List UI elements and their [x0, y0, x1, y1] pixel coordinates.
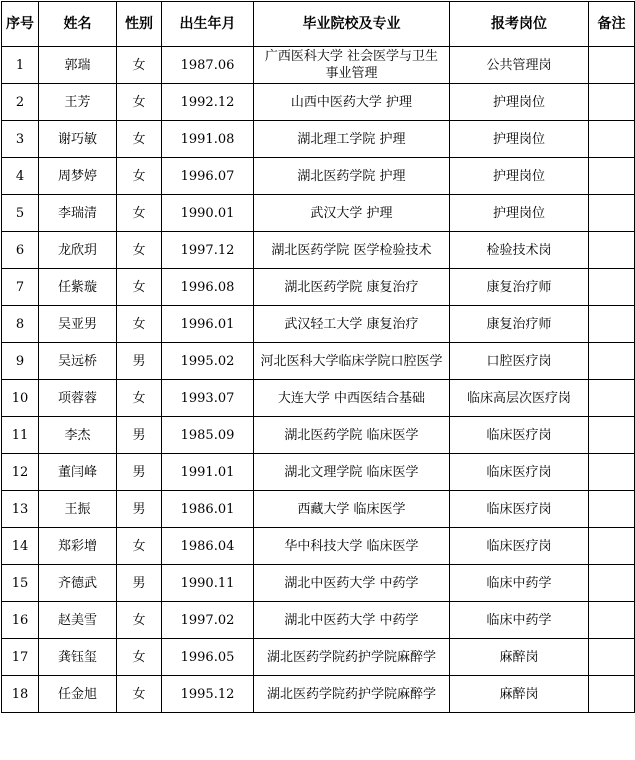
cell-birth: 1992.12	[162, 84, 254, 121]
cell-birth: 1990.11	[162, 565, 254, 602]
cell-gender: 女	[117, 602, 162, 639]
header-school: 毕业院校及专业	[254, 2, 450, 47]
cell-gender: 男	[117, 491, 162, 528]
cell-gender: 女	[117, 195, 162, 232]
header-row	[2, 2, 635, 47]
cell-gender: 女	[117, 306, 162, 343]
cell-position: 护理岗位	[450, 158, 589, 195]
cell-remark	[589, 195, 635, 232]
cell-name: 任紫璇	[39, 269, 117, 306]
cell-remark	[589, 639, 635, 676]
cell-seq: 13	[2, 491, 39, 528]
cell-position: 临床高层次医疗岗	[450, 380, 589, 417]
header-remark: 备注	[589, 2, 635, 47]
cell-position: 康复治疗师	[450, 306, 589, 343]
cell-seq: 9	[2, 343, 39, 380]
cell-remark	[589, 565, 635, 602]
cell-remark	[589, 454, 635, 491]
cell-birth: 1995.02	[162, 343, 254, 380]
cell-birth: 1985.09	[162, 417, 254, 454]
cell-seq: 12	[2, 454, 39, 491]
cell-birth: 1997.12	[162, 232, 254, 269]
cell-position: 临床医疗岗	[450, 454, 589, 491]
cell-position: 护理岗位	[450, 121, 589, 158]
cell-seq: 7	[2, 269, 39, 306]
table-row	[2, 269, 635, 306]
header-seq: 序号	[2, 2, 39, 47]
cell-gender: 女	[117, 232, 162, 269]
cell-school: 广西医科大学 社会医学与卫生事业管理	[254, 47, 450, 84]
header-name: 姓名	[39, 2, 117, 47]
cell-name: 郭瑞	[39, 47, 117, 84]
cell-name: 王振	[39, 491, 117, 528]
cell-name: 李瑞清	[39, 195, 117, 232]
cell-school: 湖北中医药大学 中药学	[254, 565, 450, 602]
cell-seq: 11	[2, 417, 39, 454]
table-row	[2, 380, 635, 417]
table-row	[2, 47, 635, 84]
table-row	[2, 158, 635, 195]
cell-name: 董闫峰	[39, 454, 117, 491]
cell-birth: 1987.06	[162, 47, 254, 84]
cell-birth: 1996.01	[162, 306, 254, 343]
cell-seq: 10	[2, 380, 39, 417]
cell-birth: 1991.08	[162, 121, 254, 158]
cell-school: 大连大学 中西医结合基础	[254, 380, 450, 417]
cell-birth: 1996.08	[162, 269, 254, 306]
cell-position: 护理岗位	[450, 195, 589, 232]
cell-name: 齐德武	[39, 565, 117, 602]
table-row	[2, 121, 635, 158]
cell-seq: 15	[2, 565, 39, 602]
cell-position: 口腔医疗岗	[450, 343, 589, 380]
cell-position: 临床中药学	[450, 602, 589, 639]
header-position: 报考岗位	[450, 2, 589, 47]
table-row	[2, 491, 635, 528]
cell-school: 武汉大学 护理	[254, 195, 450, 232]
cell-school: 武汉轻工大学 康复治疗	[254, 306, 450, 343]
table-row	[2, 195, 635, 232]
cell-position: 临床中药学	[450, 565, 589, 602]
cell-seq: 18	[2, 676, 39, 713]
cell-seq: 17	[2, 639, 39, 676]
cell-name: 周梦婷	[39, 158, 117, 195]
cell-birth: 1996.05	[162, 639, 254, 676]
cell-position: 麻醉岗	[450, 639, 589, 676]
cell-remark	[589, 380, 635, 417]
cell-birth: 1986.04	[162, 528, 254, 565]
cell-gender: 女	[117, 269, 162, 306]
cell-remark	[589, 84, 635, 121]
cell-position: 检验技术岗	[450, 232, 589, 269]
cell-gender: 男	[117, 565, 162, 602]
cell-birth: 1986.01	[162, 491, 254, 528]
cell-school: 湖北医药学院 临床医学	[254, 417, 450, 454]
cell-name: 赵美雪	[39, 602, 117, 639]
cell-name: 吴亚男	[39, 306, 117, 343]
cell-gender: 女	[117, 676, 162, 713]
cell-remark	[589, 269, 635, 306]
cell-position: 临床医疗岗	[450, 528, 589, 565]
cell-seq: 6	[2, 232, 39, 269]
cell-school: 湖北理工学院 护理	[254, 121, 450, 158]
cell-remark	[589, 417, 635, 454]
cell-seq: 3	[2, 121, 39, 158]
cell-remark	[589, 343, 635, 380]
cell-position: 麻醉岗	[450, 676, 589, 713]
cell-name: 吴远桥	[39, 343, 117, 380]
cell-seq: 14	[2, 528, 39, 565]
cell-school: 湖北医药学院药护学院麻醉学	[254, 676, 450, 713]
cell-seq: 4	[2, 158, 39, 195]
table-row	[2, 232, 635, 269]
cell-name: 郑彩增	[39, 528, 117, 565]
cell-school: 湖北医药学院 护理	[254, 158, 450, 195]
cell-remark	[589, 158, 635, 195]
cell-seq: 1	[2, 47, 39, 84]
cell-gender: 女	[117, 121, 162, 158]
cell-remark	[589, 491, 635, 528]
cell-name: 龙欣玥	[39, 232, 117, 269]
cell-school: 河北医科大学临床学院口腔医学	[254, 343, 450, 380]
cell-school: 湖北医药学院药护学院麻醉学	[254, 639, 450, 676]
cell-birth: 1993.07	[162, 380, 254, 417]
cell-position: 康复治疗师	[450, 269, 589, 306]
cell-name: 王芳	[39, 84, 117, 121]
cell-gender: 女	[117, 528, 162, 565]
cell-birth: 1990.01	[162, 195, 254, 232]
cell-school: 湖北中医药大学 中药学	[254, 602, 450, 639]
cell-school: 湖北医药学院 医学检验技术	[254, 232, 450, 269]
cell-remark	[589, 306, 635, 343]
table-row	[2, 343, 635, 380]
cell-remark	[589, 602, 635, 639]
table-row	[2, 565, 635, 602]
cell-school: 华中科技大学 临床医学	[254, 528, 450, 565]
cell-name: 项蓉蓉	[39, 380, 117, 417]
cell-gender: 女	[117, 84, 162, 121]
table-row	[2, 306, 635, 343]
cell-seq: 2	[2, 84, 39, 121]
table-row	[2, 417, 635, 454]
table-row	[2, 602, 635, 639]
table-body	[2, 47, 635, 713]
cell-school: 湖北文理学院 临床医学	[254, 454, 450, 491]
cell-school: 山西中医药大学 护理	[254, 84, 450, 121]
cell-name: 任金旭	[39, 676, 117, 713]
cell-birth: 1996.07	[162, 158, 254, 195]
candidate-table	[1, 1, 635, 713]
cell-school: 湖北医药学院 康复治疗	[254, 269, 450, 306]
cell-birth: 1995.12	[162, 676, 254, 713]
table-row	[2, 528, 635, 565]
cell-gender: 女	[117, 639, 162, 676]
cell-school: 西藏大学 临床医学	[254, 491, 450, 528]
cell-birth: 1997.02	[162, 602, 254, 639]
table-row	[2, 676, 635, 713]
cell-name: 谢巧敏	[39, 121, 117, 158]
table-row	[2, 454, 635, 491]
table-row	[2, 84, 635, 121]
header-birth: 出生年月	[162, 2, 254, 47]
cell-position: 护理岗位	[450, 84, 589, 121]
cell-gender: 男	[117, 454, 162, 491]
cell-seq: 16	[2, 602, 39, 639]
cell-gender: 男	[117, 417, 162, 454]
cell-gender: 女	[117, 158, 162, 195]
cell-position: 临床医疗岗	[450, 491, 589, 528]
table-row	[2, 639, 635, 676]
cell-seq: 8	[2, 306, 39, 343]
cell-name: 龚钰玺	[39, 639, 117, 676]
cell-remark	[589, 121, 635, 158]
cell-gender: 女	[117, 380, 162, 417]
cell-remark	[589, 232, 635, 269]
cell-position: 临床医疗岗	[450, 417, 589, 454]
cell-remark	[589, 47, 635, 84]
cell-gender: 男	[117, 343, 162, 380]
cell-remark	[589, 676, 635, 713]
header-gender: 性别	[117, 2, 162, 47]
cell-position: 公共管理岗	[450, 47, 589, 84]
cell-remark	[589, 528, 635, 565]
cell-seq: 5	[2, 195, 39, 232]
cell-birth: 1991.01	[162, 454, 254, 491]
cell-gender: 女	[117, 47, 162, 84]
cell-name: 李杰	[39, 417, 117, 454]
